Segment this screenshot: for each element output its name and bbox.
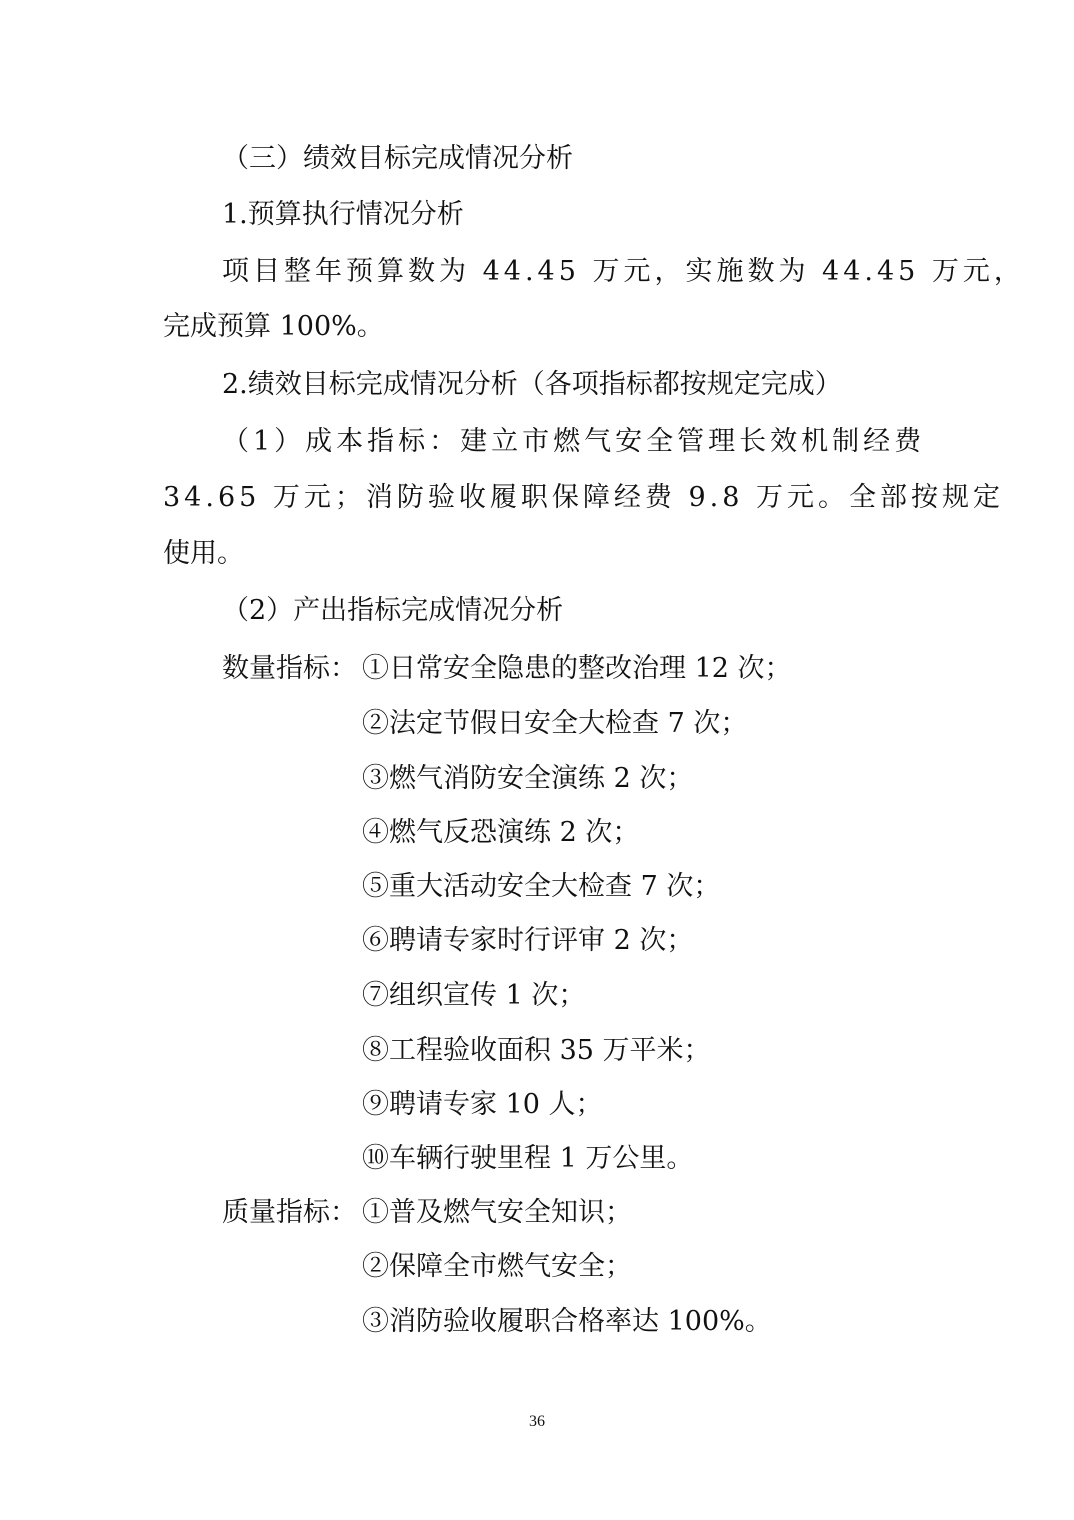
budget-execution-heading: 1.预算执行情况分析 [222,199,464,230]
quantity-item: ③燃气消防安全演练 2 次； [362,763,694,794]
page-number: 36 [529,1413,545,1430]
quantity-item: ②法定节假日安全大检查 7 次； [362,708,748,739]
quality-item: ③消防验收履职合格率达 100%。 [362,1306,772,1337]
performance-target-heading: 2.绩效目标完成情况分析（各项指标都按规定完成） [222,369,842,400]
budget-paragraph-line-2: 完成预算 100%。 [163,311,384,342]
cost-indicator-line-1: （1）成本指标：建立市燃气安全管理长效机制经费 [222,426,926,457]
quantity-label: 数量指标： [222,653,357,684]
quantity-item: ⑦组织宣传 1 次； [362,980,586,1011]
cost-indicator-line-3: 使用。 [163,538,244,569]
cost-indicator-line-2: 34.65 万元；消防验收履职保障经费 9.8 万元。全部按规定 [163,482,1004,513]
budget-paragraph-line-1: 项目整年预算数为 44.45 万元，实施数为 44.45 万元， [222,256,1025,287]
output-indicator-heading: （2）产出指标完成情况分析 [222,595,564,626]
quantity-item: ⑩车辆行驶里程 1 万公里。 [362,1143,694,1174]
quantity-item: ⑧工程验收面积 35 万平米； [362,1035,711,1066]
quantity-item: ⑤重大活动安全大检查 7 次； [362,871,721,902]
quantity-item: ⑨聘请专家 10 人； [362,1089,603,1120]
quality-label: 质量指标： [222,1197,357,1228]
quantity-item: 数量指标： ①日常安全隐患的整改治理 12 次； [222,653,792,684]
quality-item: ②保障全市燃气安全； [362,1251,632,1282]
quantity-item: ④燃气反恐演练 2 次； [362,817,640,848]
quality-item: 质量指标： ①普及燃气安全知识； [222,1197,632,1228]
section-heading: （三）绩效目标完成情况分析 [222,143,573,174]
quantity-item: ⑥聘请专家时行评审 2 次； [362,925,694,956]
